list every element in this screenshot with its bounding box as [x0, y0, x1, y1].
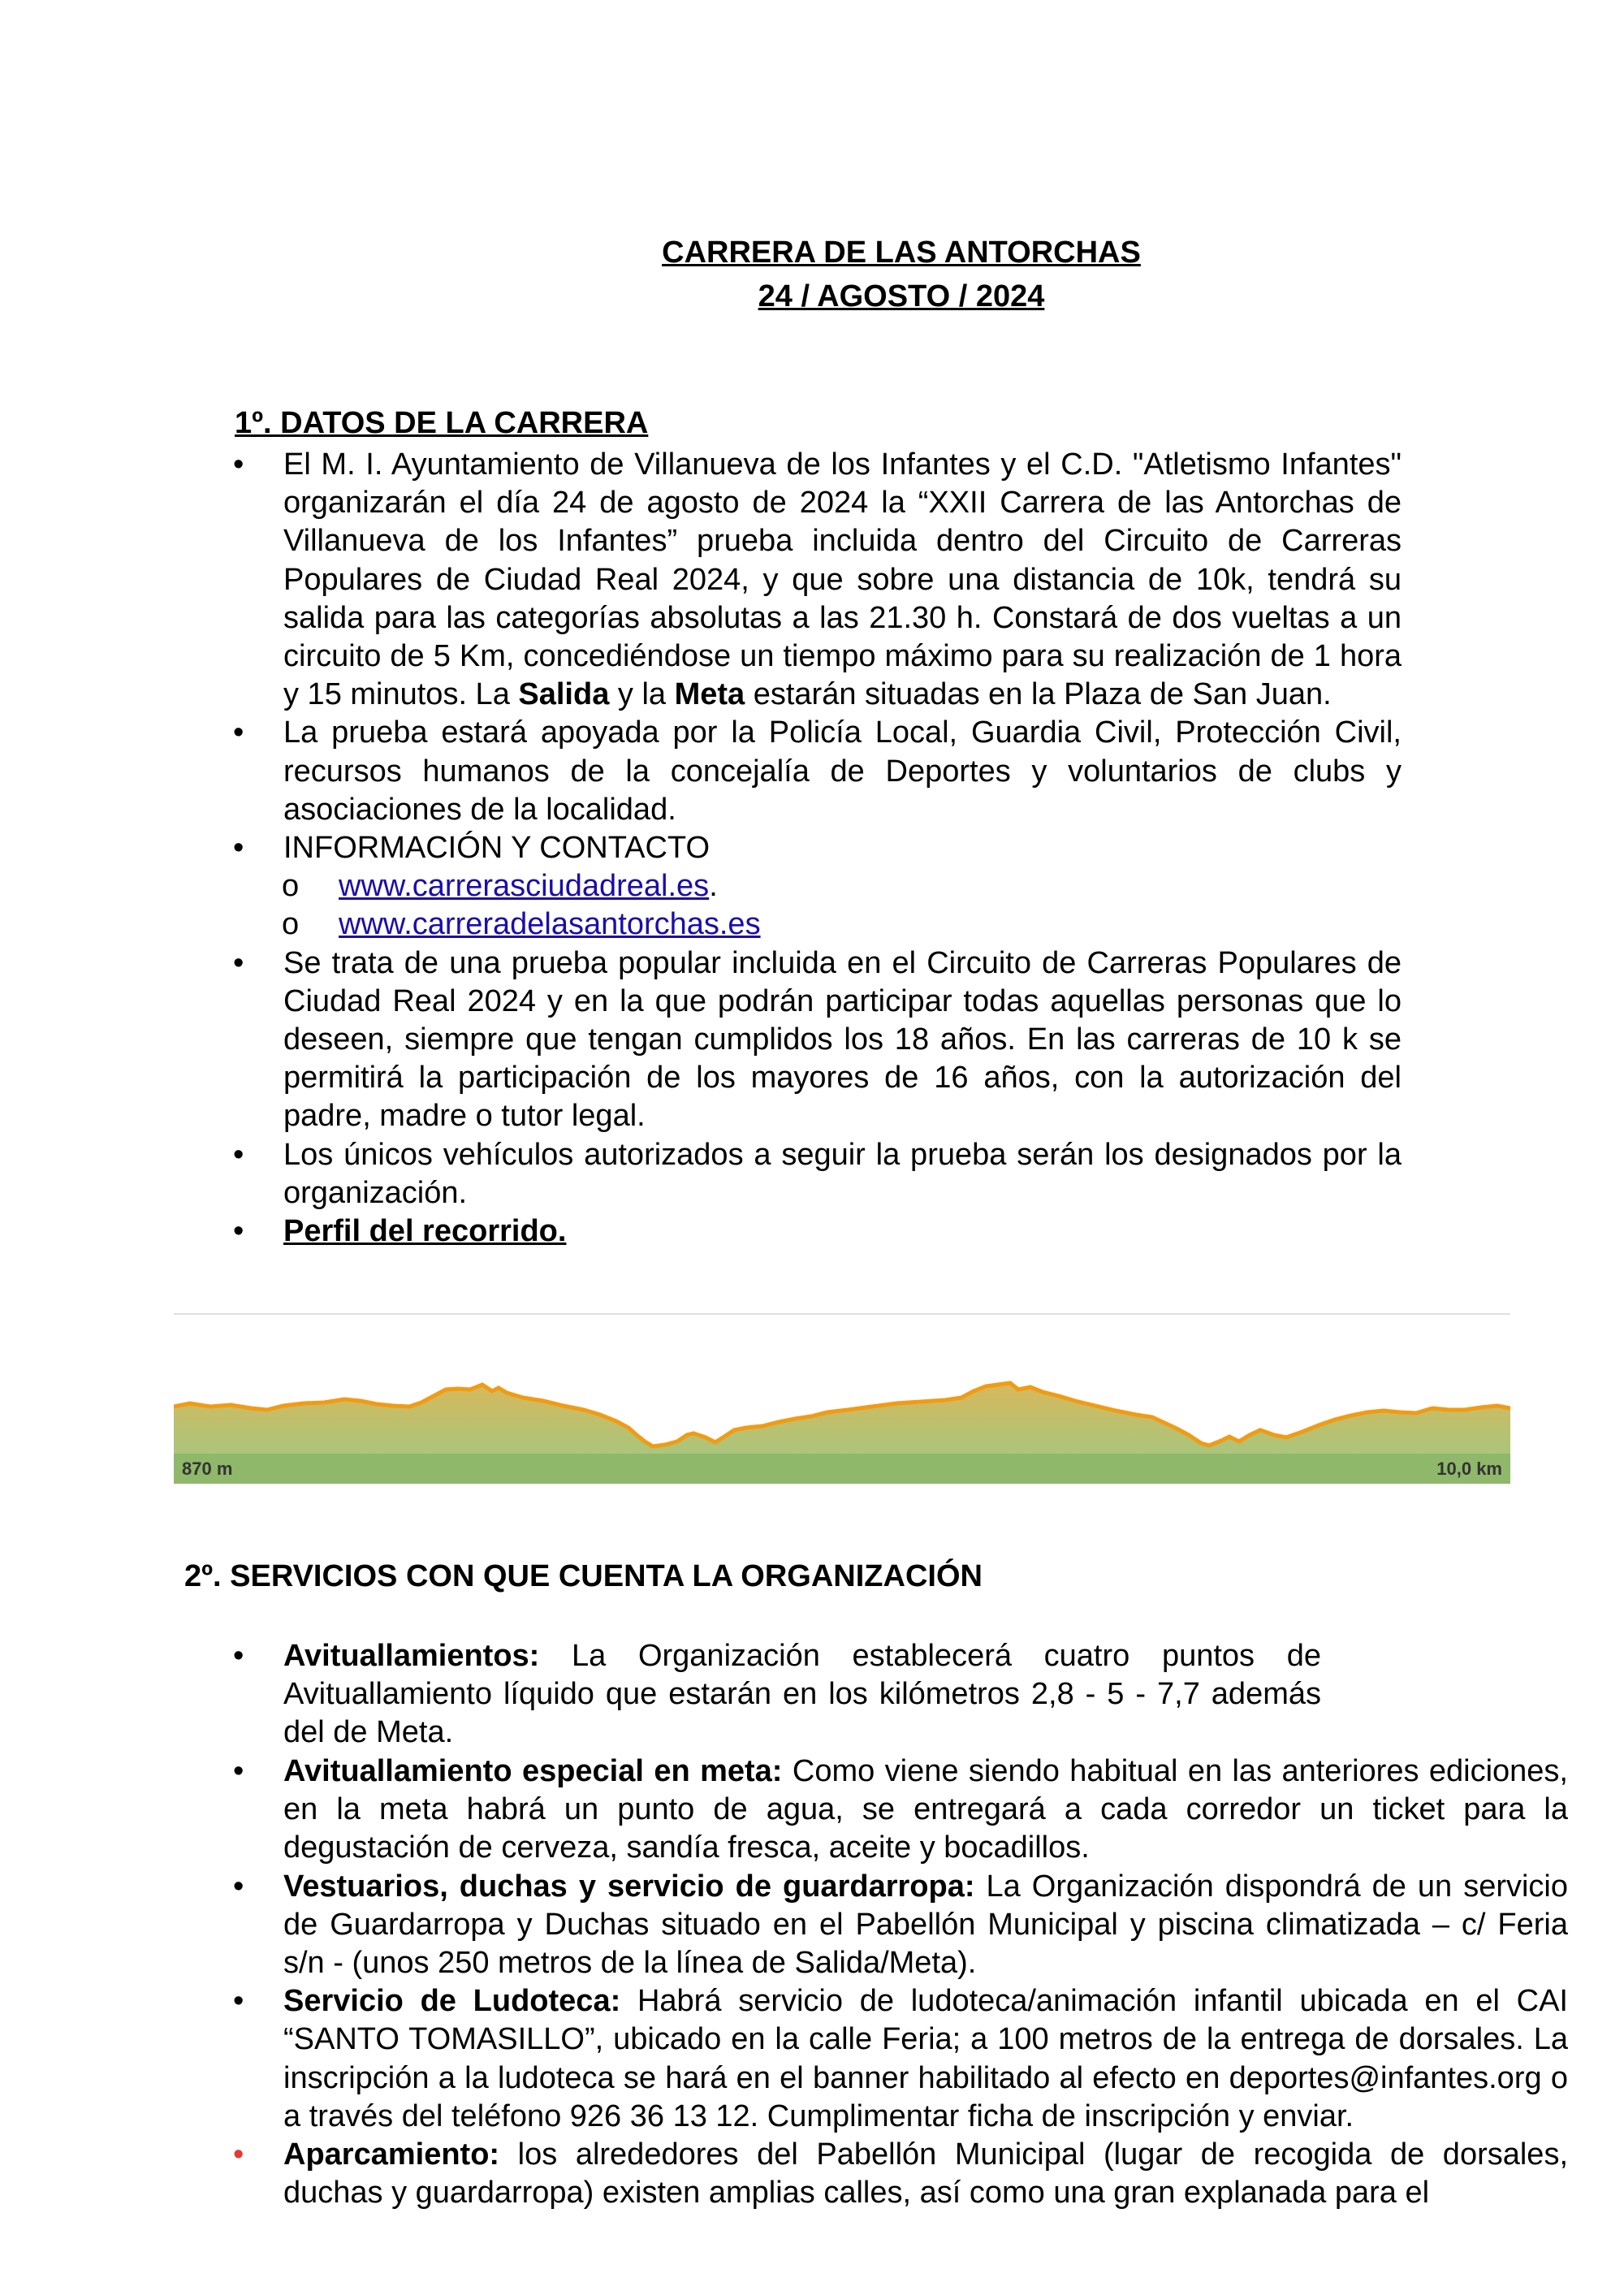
link-suffix: . — [709, 869, 718, 904]
profile-start-label: 870 m — [182, 1459, 233, 1479]
list-item: • Se trata de una prueba popular incluida en el Circuito de Carreras Populares de Ciudad Real 2024 y en la que podrán participar todas aquellas personas que lo deseen, siempre que tengan cumplidos los 18 años. En las carreras de 10 k se permitirá la participación de los mayores de 16 años, con la autorización del padre, madre o tutor legal. — [283, 944, 1402, 1136]
list-item — [283, 2136, 1568, 2212]
list-item — [283, 446, 1402, 714]
list-item — [283, 1212, 1402, 1251]
list-item: • Los únicos vehículos autorizados a seguir la prueba serán los designados por la organización. — [283, 1136, 1402, 1212]
item-text: Como viene siendo habitual en las anteriores ediciones, en la meta habrá un punto de agua, se entregará a cada corredor un ticket para la degustación de cerveza, sandía fresca, aceite y bocadillos. — [283, 1754, 1568, 1865]
item-title: Avituallamientos: — [283, 1639, 540, 1673]
carreradelasantorchas-link[interactable]: www.carreradelasantorchas.es — [339, 907, 761, 942]
item-title: Avituallamiento especial en meta: — [283, 1754, 783, 1788]
meta-label: Meta — [674, 677, 745, 712]
profile-heading: Perfil del recorrido. — [283, 1214, 567, 1249]
list-item — [283, 1637, 1321, 1753]
item-text: La Organización dispondrá de un servicio de Guardarropa y Duchas situado en el Pabellón Municipal y piscina climatizada – c/ Feria s/n - (unos 250 metros de la línea de Salida/Meta). — [283, 1869, 1568, 1981]
contact-heading: INFORMACIÓN Y CONTACTO — [283, 831, 710, 866]
profile-area — [174, 1383, 1510, 1454]
salida-label: Salida — [518, 677, 610, 712]
list-item — [283, 829, 1402, 944]
section1-heading: 1º. DATOS DE LA CARRERA — [235, 406, 649, 440]
profile-end-label: 10,0 km — [1436, 1459, 1502, 1479]
document-date: 24 / AGOSTO / 2024 — [758, 279, 1045, 313]
profile-base-band — [174, 1454, 1510, 1484]
item-title: Servicio de Ludoteca: — [283, 1984, 621, 2019]
conjunction-text: y la — [609, 677, 675, 712]
item-title: Vestuarios, duchas y servicio de guardarropa: — [283, 1869, 975, 1904]
location-text: estarán situadas en la Plaza de San Juan. — [745, 677, 1332, 712]
section2-list-a — [283, 1637, 1321, 1753]
item-text: los alrededores del Pabellón Municipal (lugar de recogida de dorsales, duchas y guardarropa) existen amplias calles, así como una gran explanada para el — [283, 2137, 1568, 2211]
document-title: CARRERA DE LAS ANTORCHAS — [662, 236, 1141, 270]
list-item: • La prueba estará apoyada por la Policía Local, Guardia Civil, Protección Civil, recursos humanos de la concejalía de Deportes y voluntarios de clubs y asociaciones de la localidad. — [283, 714, 1402, 829]
item-text: La Organización establecerá cuatro puntos de Avituallamiento líquido que estarán en los kilómetros 2,8 - 5 - 7,7 además del de Meta. — [283, 1639, 1321, 1750]
contact-link-item — [233, 905, 1402, 944]
section2-list-b — [283, 1753, 1568, 2212]
carrerasciudadreal-link[interactable]: www.carrerasciudadreal.es — [339, 869, 710, 904]
contact-links — [233, 867, 1402, 944]
item-text: Habrá servicio de ludoteca/animación infantil ubicada en el CAI “SANTO TOMASILLO”, ubicado en la calle Feria; a 100 metros de la entrega de dorsales. La inscripción a la ludoteca se hará en el banner habilitado al efecto en deportes@infantes.org o a través del teléfono 926 36 13 12. Cumplimentar ficha de inscripción y enviar. — [283, 1984, 1568, 2133]
list-item — [283, 1982, 1568, 2136]
section1-list — [283, 446, 1402, 1251]
item-title: Aparcamiento: — [283, 2137, 500, 2172]
contact-link-item — [233, 867, 1402, 905]
race-details-text: El M. I. Ayuntamiento de Villanueva de los Infantes y el C.D. "Atletismo Infantes" organizarán el día 24 de agosto de 2024 la “XXII Carrera de las Antorchas de Villanueva de los Infantes” prueba incluida dentro del Circuito de Carreras Populares de Ciudad Real 2024, y que sobre una distancia de 10k, tendrá su salida para las categorías absolutas a las 21.30 h. Constará de dos vueltas a un circuito de 5 Km, concediéndose un tiempo máximo para su realización de 1 hora y 15 minutos. La — [283, 447, 1402, 712]
section2-heading: 2º. SERVICIOS CON QUE CUENTA LA ORGANIZACIÓN — [184, 1559, 983, 1593]
list-item — [283, 1753, 1568, 1868]
list-item — [283, 1868, 1568, 1983]
elevation-profile — [174, 1312, 1510, 1490]
